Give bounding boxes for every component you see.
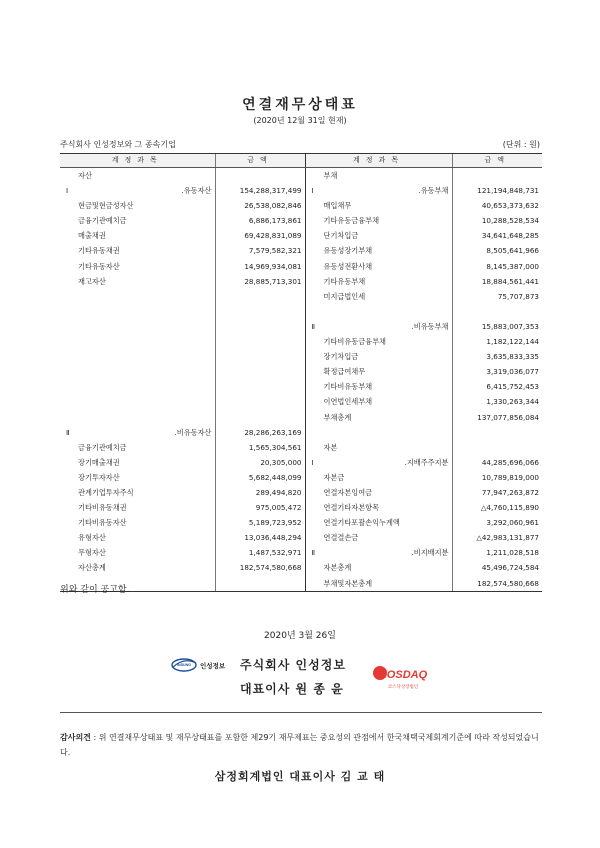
right-account-cell: 유동성전환사채: [305, 259, 452, 274]
left-account-cell: 장기투자자산: [78, 472, 120, 482]
left-account-cell: 기타비유동채권: [78, 503, 127, 513]
right-amount-cell: 75,707,873: [452, 289, 542, 304]
header-left-account: 계정과목: [60, 154, 215, 168]
left-account-cell: [60, 394, 215, 409]
right-account-cell: 자본: [305, 440, 452, 455]
table-row: [60, 394, 542, 409]
right-account-cell: Ⅱ.비지배지분: [305, 545, 452, 560]
left-amount-cell: 26,538,082,846: [215, 198, 305, 213]
kosdaq-logo-text: KOSDAQ: [378, 669, 428, 681]
table-row: [60, 410, 542, 425]
right-amount-cell: [452, 440, 542, 455]
header-right-account: 계정과목: [305, 154, 452, 168]
right-amount-cell: 3,635,833,335: [452, 349, 542, 364]
right-account-cell: 연결자본잉여금: [305, 485, 452, 500]
left-amount-cell: 14,969,934,081: [215, 259, 305, 274]
left-amount-cell: 69,428,831,089: [215, 228, 305, 243]
right-amount-cell: [452, 168, 542, 184]
left-amount-cell: 289,494,820: [215, 485, 305, 500]
table-header-row: [60, 154, 542, 168]
table-row: [60, 560, 542, 575]
right-account-cell: 연결기타자본항목: [305, 500, 452, 515]
right-account-cell: [305, 304, 452, 319]
left-account-cell: 매출채권: [78, 231, 106, 241]
right-account-cell: 기타비유동금융부채: [305, 334, 452, 349]
left-account-cell: [60, 410, 215, 425]
table-row: [60, 334, 542, 349]
insung-logo: [170, 655, 234, 675]
right-amount-cell: 1,182,122,144: [452, 334, 542, 349]
header-right-amount: 금액: [452, 154, 542, 168]
left-amount-cell: [215, 394, 305, 409]
right-amount-cell: △42,983,131,877: [452, 530, 542, 545]
left-account-cell: 장기매출채권: [78, 457, 120, 467]
left-account-cell: 자산총계: [78, 563, 106, 573]
right-account-cell: [305, 425, 452, 440]
right-account-cell: Ⅱ.비유동부채: [305, 319, 452, 334]
right-account-cell: 확정급여채무: [305, 364, 452, 379]
left-amount-cell: 28,286,263,169: [215, 425, 305, 440]
left-amount-cell: [215, 319, 305, 334]
right-amount-cell: 1,211,028,518: [452, 545, 542, 560]
left-account-cell: [60, 304, 215, 319]
left-account-cell: Ⅰ.유동자산: [66, 186, 212, 196]
left-account-cell: 기타유동자산: [78, 261, 120, 271]
audit-opinion: [60, 730, 542, 760]
right-amount-cell: 44,285,696,066: [452, 455, 542, 470]
audit-opinion-label: 감사의견: [60, 733, 91, 742]
right-amount-cell: [452, 304, 542, 319]
table-row: [60, 470, 542, 485]
table-row: [60, 530, 542, 545]
announcement-date: 2020년 3월 26일: [264, 631, 336, 641]
left-account-cell: 금융기관예치금: [78, 442, 127, 452]
left-account-cell: [60, 349, 215, 364]
left-account-cell: Ⅱ.비유동자산: [66, 427, 212, 437]
left-amount-cell: 28,885,713,301: [215, 274, 305, 289]
table-row: [60, 304, 542, 319]
right-account-cell: 미지급법인세: [305, 289, 452, 304]
company-name: 주식회사 인성정보와 그 종속기업: [60, 140, 176, 149]
left-account-cell: 기타비유동자산: [78, 518, 127, 528]
right-amount-cell: 10,288,528,534: [452, 213, 542, 228]
left-amount-cell: [215, 304, 305, 319]
left-account-cell: [60, 379, 215, 394]
document-subtitle: (2020년 12월 31일 현재): [253, 116, 347, 125]
left-account-cell: [60, 319, 215, 334]
audit-opinion-text: : 위 연결재무상태표 및 재무상태표를 포함한 제29기 재무제표는 중요성의 관점에서 한국채택국제회계기준에 따라 작성되었습니다.: [60, 733, 539, 757]
table-row: [60, 319, 542, 334]
right-amount-cell: 18,884,561,441: [452, 274, 542, 289]
left-amount-cell: 6,886,173,861: [215, 213, 305, 228]
right-amount-cell: 77,947,263,872: [452, 485, 542, 500]
right-amount-cell: 40,653,373,632: [452, 198, 542, 213]
auditor-signature: 삼정회계법인 대표이사 김 교 태: [214, 770, 386, 783]
right-amount-cell: 1,330,263,344: [452, 394, 542, 409]
right-account-cell: 장기차입금: [305, 349, 452, 364]
kosdaq-logo-subtext: 코스닥상장법인: [387, 685, 419, 690]
right-account-cell: 부채총계: [305, 410, 452, 425]
left-account-cell: 기타유동채권: [78, 246, 120, 256]
table-row: [60, 168, 542, 184]
right-amount-cell: 3,292,060,961: [452, 515, 542, 530]
left-amount-cell: 1,565,304,561: [215, 440, 305, 455]
table-row: [60, 243, 542, 258]
balance-sheet-table: [60, 153, 542, 588]
right-account-cell: 연결기타포괄손익누계액: [305, 515, 452, 530]
table-row: [60, 183, 542, 198]
left-amount-cell: [215, 349, 305, 364]
table-row: [60, 500, 542, 515]
document-title: 연결재무상태표: [242, 97, 358, 113]
insung-logo-text: 인성정보: [200, 662, 226, 670]
table-row: [60, 228, 542, 243]
left-amount-cell: 7,579,582,321: [215, 243, 305, 258]
left-amount-cell: 1,487,532,971: [215, 545, 305, 560]
right-account-cell: 자본금: [305, 470, 452, 485]
left-amount-cell: [215, 334, 305, 349]
table-row: [60, 576, 542, 592]
right-account-cell: 기타유동금융부채: [305, 213, 452, 228]
left-amount-cell: 182,574,580,668: [215, 560, 305, 575]
left-account-cell: 유형자산: [78, 533, 106, 543]
left-account-cell: 재고자산: [78, 276, 106, 286]
table-row: [60, 440, 542, 455]
table-row: [60, 349, 542, 364]
right-amount-cell: 137,077,856,084: [452, 410, 542, 425]
right-amount-cell: 3,319,036,077: [452, 364, 542, 379]
kosdaq-logo: [372, 663, 430, 691]
table-row: [60, 213, 542, 228]
left-account-cell: 금융기관예치금: [78, 216, 127, 226]
table-row: [60, 545, 542, 560]
right-account-cell: 기타유동부채: [305, 274, 452, 289]
right-account-cell: 기타비유동부채: [305, 379, 452, 394]
left-account-cell: 관계기업투자주식: [78, 487, 134, 497]
right-amount-cell: 8,505,641,966: [452, 243, 542, 258]
right-amount-cell: 34,641,648,285: [452, 228, 542, 243]
table-row: [60, 274, 542, 289]
header-left-amount: 금액: [215, 154, 305, 168]
right-account-cell: 자본총계: [305, 560, 452, 575]
unit-label: (단위 : 원): [502, 140, 540, 149]
table-row: [60, 485, 542, 500]
left-account-cell: 자산: [78, 171, 92, 180]
table-row: [60, 515, 542, 530]
left-account-cell: [60, 289, 215, 304]
left-amount-cell: 5,189,723,952: [215, 515, 305, 530]
right-account-cell: Ⅰ.유동부채: [305, 183, 452, 198]
right-amount-cell: 182,574,580,668: [452, 576, 542, 592]
right-amount-cell: [452, 425, 542, 440]
left-amount-cell: 5,682,448,099: [215, 470, 305, 485]
table-row: [60, 198, 542, 213]
divider: [60, 712, 542, 713]
table-row: [60, 364, 542, 379]
left-amount-cell: [215, 168, 305, 184]
table-row: [60, 289, 542, 304]
right-account-cell: 이연법인세부채: [305, 394, 452, 409]
left-amount-cell: 13,036,448,294: [215, 530, 305, 545]
table-row: [60, 259, 542, 274]
table-row: [60, 455, 542, 470]
right-amount-cell: 45,496,724,584: [452, 560, 542, 575]
insung-logo-brand: INSUNG: [177, 663, 191, 667]
left-account-cell: 무형자산: [78, 548, 106, 558]
table-row: [60, 425, 542, 440]
left-amount-cell: 975,005,472: [215, 500, 305, 515]
signature-company: 주식회사 인성정보: [240, 658, 346, 672]
left-amount-cell: 20,305,000: [215, 455, 305, 470]
right-amount-cell: 6,415,752,453: [452, 379, 542, 394]
left-amount-cell: [215, 576, 305, 592]
right-amount-cell: 15,883,007,353: [452, 319, 542, 334]
right-amount-cell: 10,789,819,000: [452, 470, 542, 485]
right-amount-cell: 8,145,387,000: [452, 259, 542, 274]
table-row: [60, 379, 542, 394]
notice-text: 위와 같이 공고함.: [60, 585, 130, 595]
left-account-cell: [60, 364, 215, 379]
left-account-cell: [60, 334, 215, 349]
left-amount-cell: 154,288,317,499: [215, 183, 305, 198]
right-amount-cell: △4,760,115,890: [452, 500, 542, 515]
signature-ceo: 대표이사 원 종 윤: [240, 682, 344, 696]
right-account-cell: 단기차입금: [305, 228, 452, 243]
right-account-cell: 부채및자본총계: [305, 576, 452, 592]
right-account-cell: 부채: [305, 168, 452, 184]
right-account-cell: Ⅰ.지배주주지분: [305, 455, 452, 470]
right-account-cell: 유동성장기부채: [305, 243, 452, 258]
left-amount-cell: [215, 410, 305, 425]
right-account-cell: 매입채무: [305, 198, 452, 213]
left-account-cell: 현금및현금성자산: [78, 201, 134, 211]
left-amount-cell: [215, 379, 305, 394]
left-amount-cell: [215, 289, 305, 304]
right-amount-cell: 121,194,848,731: [452, 183, 542, 198]
left-amount-cell: [215, 364, 305, 379]
right-account-cell: 연결결손금: [305, 530, 452, 545]
